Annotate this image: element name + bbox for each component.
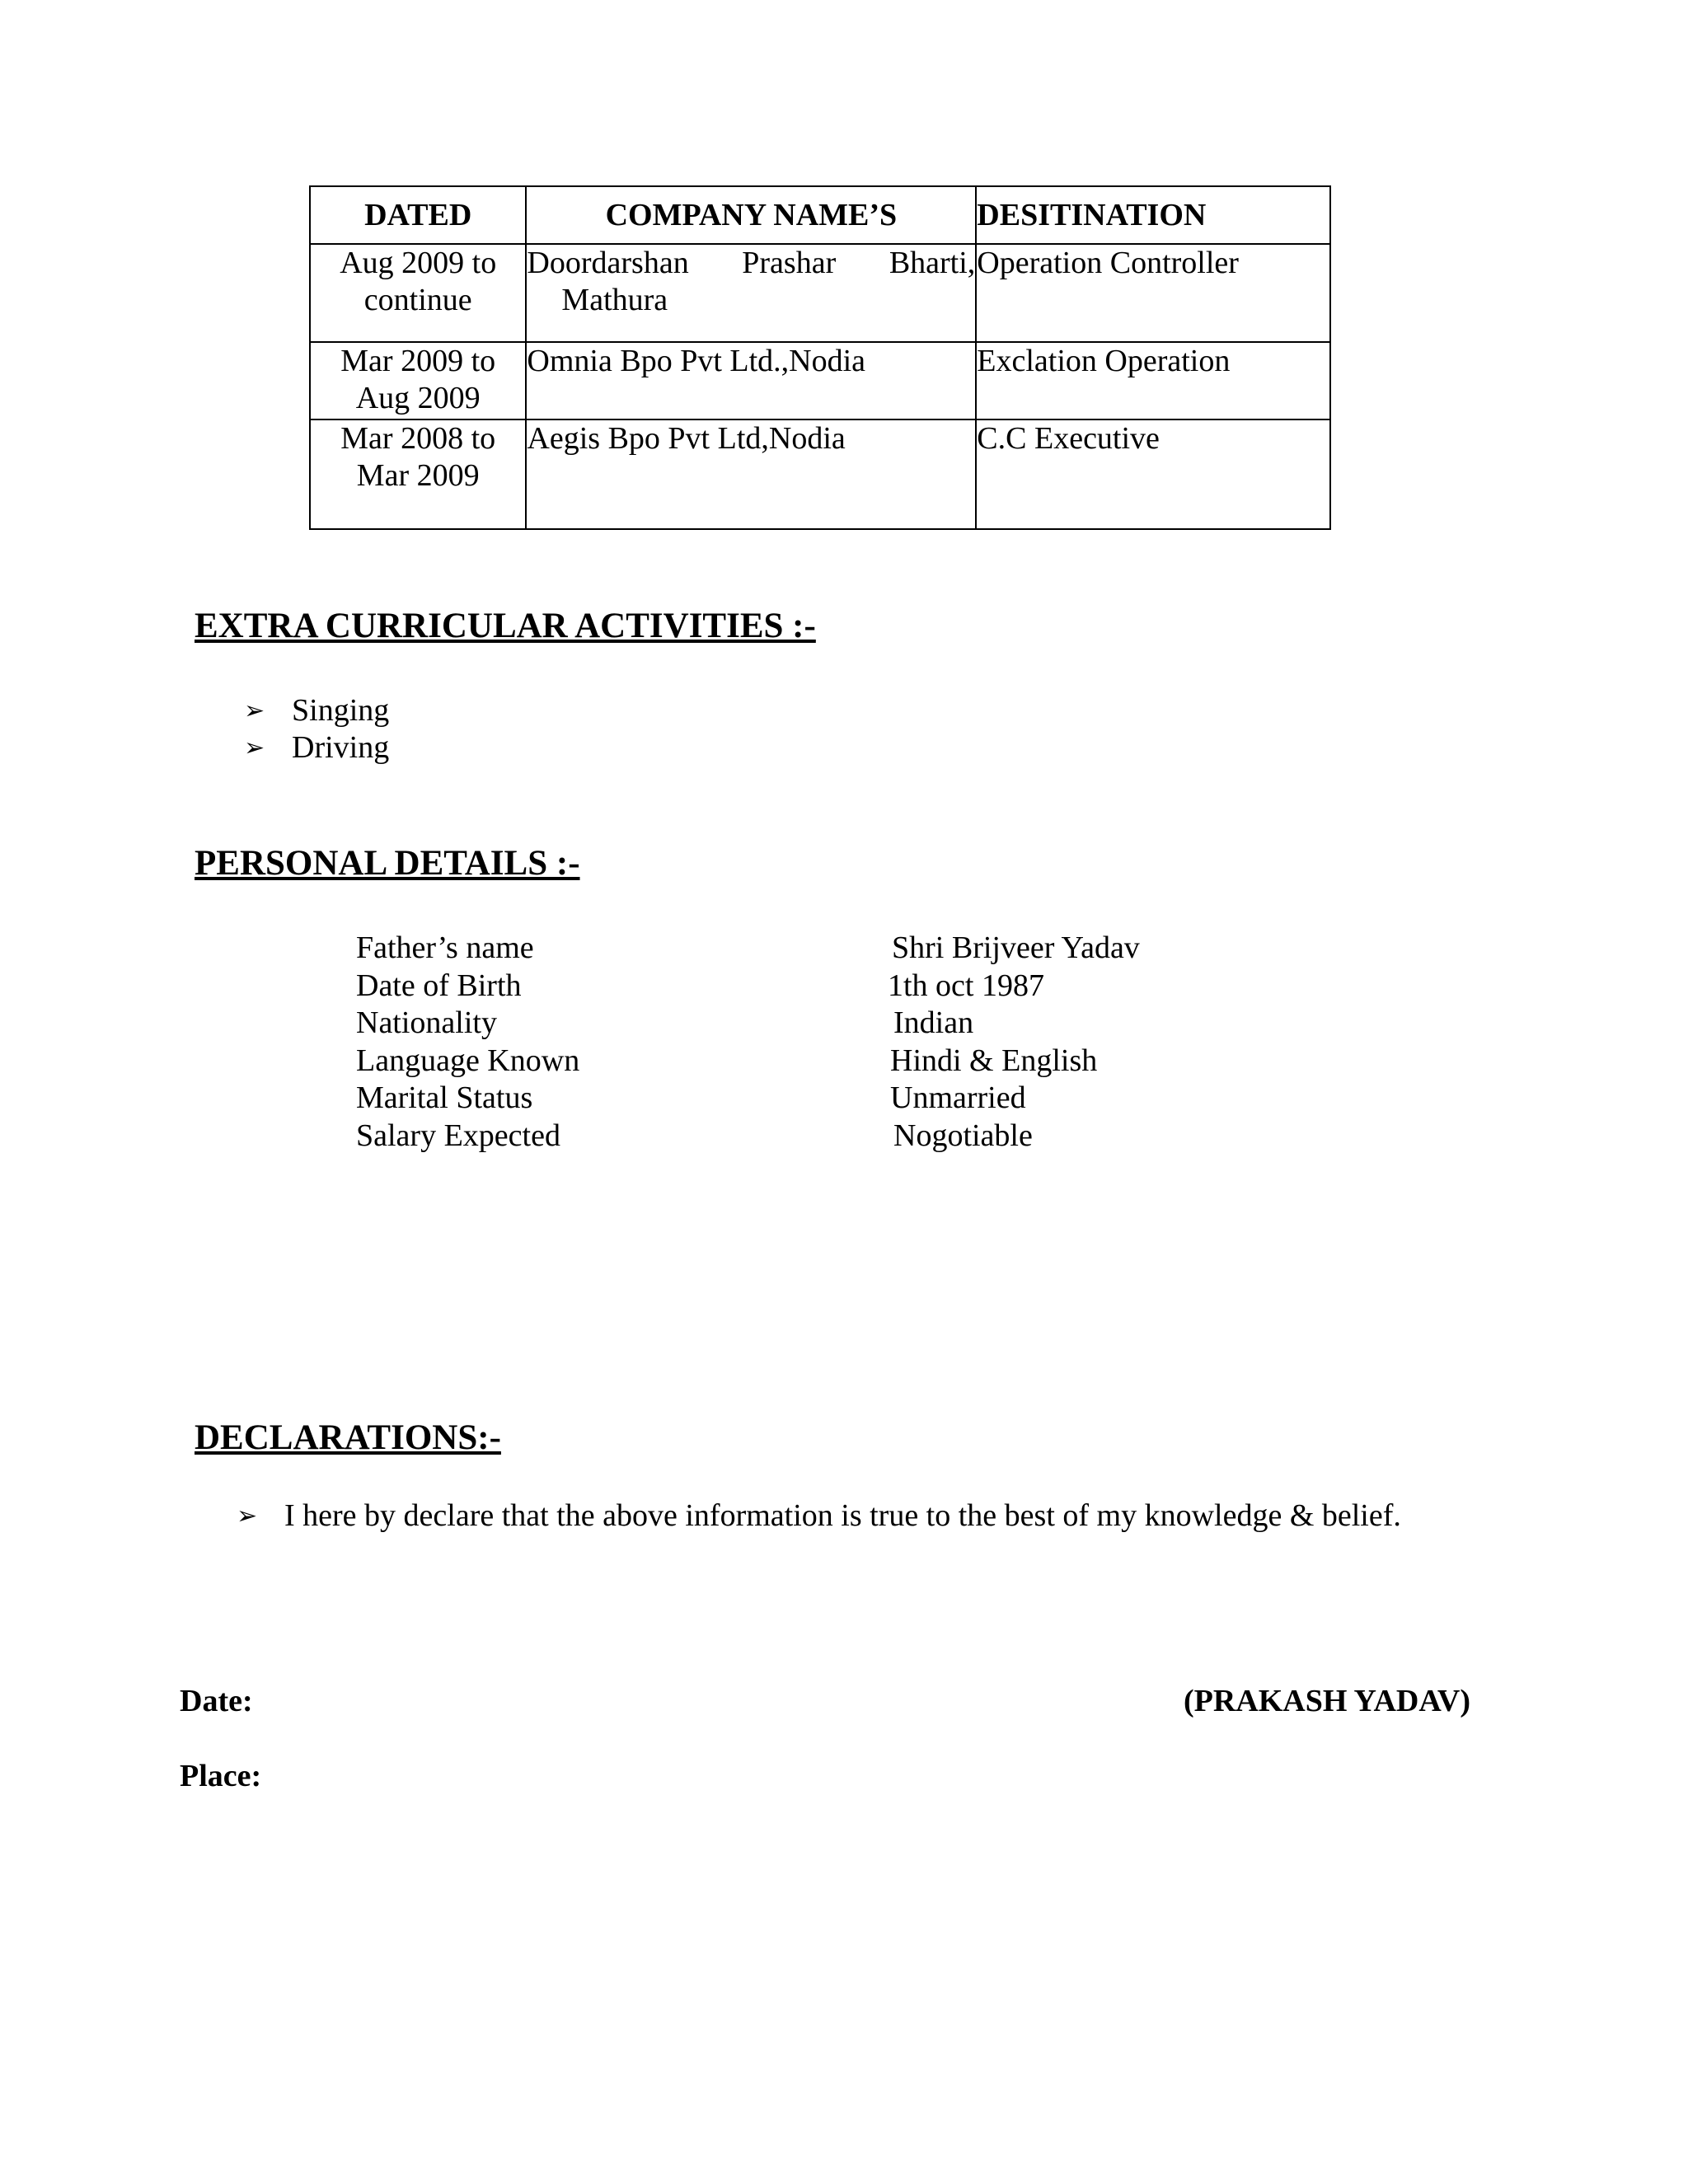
arrow-right-icon: ➢ <box>244 696 265 725</box>
detail-value: Indian <box>893 1005 974 1040</box>
designation-cell: C.C Executive <box>976 419 1330 529</box>
declaration-text: I here by declare that the above information is true to the best of my knowledge & belief. <box>284 1498 1401 1533</box>
table-row <box>310 419 1330 529</box>
list-item <box>244 692 389 729</box>
place-label: Place: <box>180 1759 262 1793</box>
signature-name: (PRAKASH YADAV) <box>1184 1684 1471 1718</box>
dated-line: Mar 2009 <box>356 458 480 493</box>
dated-line: Mar 2008 to <box>340 421 496 456</box>
declarations-list <box>237 1497 1401 1535</box>
detail-label: Language Known <box>356 1043 580 1078</box>
company-line: Doordarshan Prashar Bharti, <box>527 246 976 280</box>
company-cell <box>526 419 976 529</box>
detail-value: Nogotiable <box>893 1118 1033 1153</box>
company-cell <box>526 244 976 342</box>
detail-label: Salary Expected <box>356 1118 560 1153</box>
company-cell <box>526 342 976 419</box>
list-item <box>244 729 389 766</box>
dated-line: continue <box>363 283 472 317</box>
company-line: Omnia Bpo Pvt Ltd.,Nodia <box>527 344 866 378</box>
dated-line: Aug 2009 <box>355 381 481 415</box>
detail-label: Date of Birth <box>356 968 522 1003</box>
company-line: Aegis Bpo Pvt Ltd,Nodia <box>527 421 846 456</box>
declarations-heading: DECLARATIONS:- <box>195 1418 501 1457</box>
extra-curricular-list <box>244 692 389 766</box>
list-item-label: Singing <box>292 693 390 728</box>
arrow-right-icon: ➢ <box>244 733 265 762</box>
detail-label: Father’s name <box>356 930 534 965</box>
date-label: Date: <box>180 1684 253 1718</box>
list-item-label: Driving <box>292 730 390 765</box>
experience-table <box>309 185 1331 530</box>
dated-cell <box>310 342 526 419</box>
table-header-row <box>310 186 1330 244</box>
detail-value: Shri Brijveer Yadav <box>892 930 1140 965</box>
detail-value: Hindi & English <box>890 1043 1098 1078</box>
table-row <box>310 342 1330 419</box>
dated-line: Aug 2009 to <box>340 246 497 280</box>
company-line: Mathura <box>561 283 668 317</box>
personal-details-heading: PERSONAL DETAILS :- <box>195 844 580 883</box>
designation-cell: Operation Controller <box>976 244 1330 342</box>
list-item <box>237 1497 1405 1535</box>
dated-cell <box>310 419 526 529</box>
dated-line: Mar 2009 to <box>340 344 496 378</box>
detail-value: 1th oct 1987 <box>888 968 1044 1003</box>
header-company: COMPANY NAME’S <box>526 186 976 244</box>
dated-cell <box>310 244 526 342</box>
detail-value: Unmarried <box>890 1080 1026 1115</box>
header-designation: DESITINATION <box>976 186 1330 244</box>
table-row <box>310 244 1330 342</box>
header-dated: DATED <box>310 186 526 244</box>
extra-curricular-heading: EXTRA CURRICULAR ACTIVITIES :- <box>195 607 816 645</box>
detail-label: Marital Status <box>356 1080 533 1115</box>
designation-cell: Exclation Operation <box>976 342 1330 419</box>
detail-label: Nationality <box>356 1005 497 1040</box>
arrow-right-icon: ➢ <box>237 1502 258 1530</box>
